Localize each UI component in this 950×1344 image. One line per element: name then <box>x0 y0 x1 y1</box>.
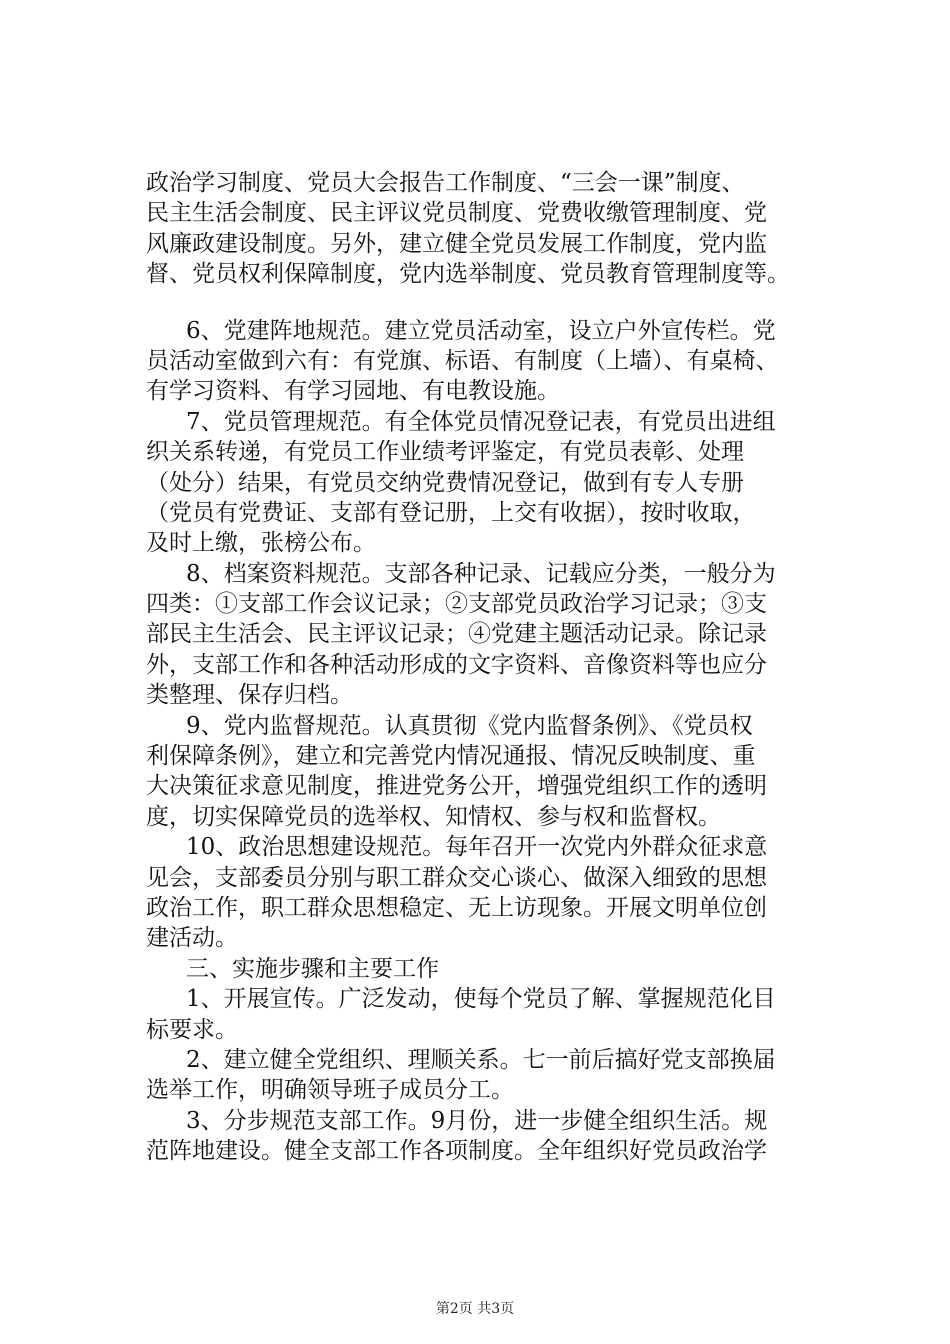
text-line: 政治工作，职工群众思想稳定、无上访现象。开展文明单位创 <box>146 894 767 921</box>
text-line: 度，切实保障党员的选举权、知情权、参与权和监督权。 <box>146 803 721 830</box>
text-line: 民主生活会制度、民主评议党员制度、党费收缴管理制度、党 <box>146 200 767 227</box>
text-line: 外，支部工作和各种活动形成的文字资料、音像资料等也应分 <box>146 651 767 678</box>
text-line: 员活动室做到六有：有党旗、标语、有制度（上墙）、有桌椅、 <box>146 347 779 374</box>
text-line: 四类：①支部工作会议记录；②支部党员政治学习记录；③支 <box>146 591 767 618</box>
text-line: 10、政治思想建设规范。每年召开一次党内外群众征求意 <box>186 834 768 861</box>
page-number: 第2页 共3页 <box>435 1301 515 1317</box>
text-line: 大决策征求意见制度，推进党务公开，增强党组织工作的透明 <box>146 773 767 800</box>
text-line: 3、分步规范支部工作。9月份，进一步健全组织生活。规 <box>186 1107 768 1134</box>
text-line: 见会，支部委员分别与职工群众交心谈心、做深入细致的思想 <box>146 864 767 891</box>
paragraph-gap <box>146 290 836 316</box>
text-line: 7、党员管理规范。有全体党员情况登记表，有党员出进组 <box>186 408 776 435</box>
text-line: 及时上缴，张榜公布。 <box>146 530 376 557</box>
text-line: 建活动。 <box>146 925 238 952</box>
text-line: 织关系转递，有党员工作业绩考评鉴定，有党员表彰、处理 <box>146 439 744 466</box>
text-line: 利保障条例》，建立和完善党内情况通报、情况反映制度、重 <box>146 743 756 770</box>
body-text <box>146 168 836 1167</box>
text-line: 范阵地建设。健全支部工作各项制度。全年组织好党员政治学 <box>146 1138 767 1165</box>
text-line: 8、档案资料规范。支部各种记录、记载应分类，一般分为 <box>186 560 776 587</box>
text-line: 6、党建阵地规范。建立党员活动室，设立户外宣传栏。党 <box>186 317 776 344</box>
text-line: 9、党内监督规范。认真贯彻《党内监督条例》、《党员权 <box>186 712 753 739</box>
text-line: 督、党员权利保障制度，党内选举制度、党员教育管理制度等。 <box>146 261 790 288</box>
text-line: （党员有党费证、支部有登记册，上交有收据），按时收取， <box>146 499 756 526</box>
text-line: （处分）结果，有党员交纳党费情况登记，做到有专人专册 <box>146 469 744 496</box>
text-line: 政治学习制度、党员大会报告工作制度、“三会一课”制度、 <box>146 170 745 196</box>
text-line: 风廉政建设制度。另外，建立健全党员发展工作制度，党内监 <box>146 230 767 257</box>
text-line: 2、建立健全党组织、理顺关系。七一前后搞好党支部换届 <box>186 1046 776 1073</box>
text-line: 1、开展宣传。广泛发动，使每个党员了解、掌握规范化目 <box>186 986 776 1013</box>
text-line: 选举工作，明确领导班子成员分工。 <box>146 1077 514 1104</box>
section-heading: 三、实施步骤和主要工作 <box>186 955 439 982</box>
text-line: 类整理、保存归档。 <box>146 682 353 709</box>
text-line: 部民主生活会、民主评议记录；④党建主题活动记录。除记录 <box>146 621 767 648</box>
text-line: 有学习资料、有学习园地、有电教设施。 <box>146 378 560 405</box>
text-line: 标要求。 <box>146 1016 238 1043</box>
